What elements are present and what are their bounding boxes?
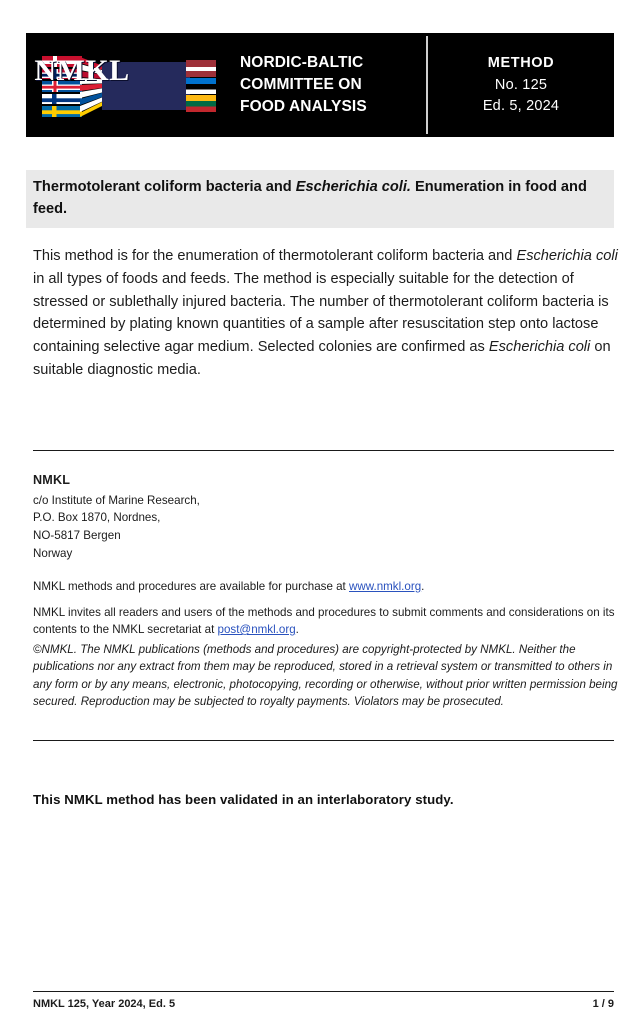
purchase-note-end: .	[421, 580, 425, 593]
address-line-2: P.O. Box 1870, Nordnes,	[33, 511, 161, 525]
purchase-note-text: NMKL methods and procedures are available for purchase at	[33, 580, 349, 593]
validation-statement: This NMKL method has been validated in an interlaboratory study.	[33, 792, 454, 807]
baltic-flags-icon	[186, 60, 216, 112]
footer-divider	[33, 991, 614, 992]
abstract-seg-1: This method is for the enumeration of thermotolerant coliform bacteria and	[33, 248, 517, 264]
organization-name	[240, 52, 367, 118]
address-org: NMKL	[33, 473, 71, 487]
abstract-seg-2: in all types of foods and feeds. The method is especially suitable for the detection of stressed or sublethally injured bacteria. The number of thermotolerant coliform bacteria is determined by plating known quantities of a sample after resuscitation step onto lactose containing selective agar medium. Selected colonies are confirmed as	[33, 270, 609, 356]
document-header	[26, 33, 614, 137]
title-part-1: Thermotolerant coliform bacteria and	[33, 179, 296, 195]
footer-reference: NMKL 125, Year 2024, Ed. 5	[33, 998, 176, 1010]
header-branding	[26, 33, 426, 137]
divider-below-copyright	[33, 740, 614, 741]
method-info-block	[428, 33, 614, 137]
method-label: METHOD	[487, 55, 555, 72]
address-line-4: Norway	[33, 547, 73, 561]
contact-address	[33, 471, 200, 563]
address-line-1: c/o Institute of Marine Research,	[33, 493, 200, 507]
logo-wordmark: NMKL	[34, 54, 130, 87]
page-footer	[33, 998, 614, 1010]
address-line-3: NO-5817 Bergen	[33, 529, 121, 543]
purchase-note	[33, 578, 618, 595]
title-part-2: Enumeration in food and feed.	[33, 179, 587, 217]
footer-page-number: 1 / 9	[592, 998, 614, 1010]
method-number: No. 125	[494, 76, 548, 93]
method-edition: Ed. 5, 2024	[482, 98, 560, 115]
copyright-notice: ©NMKL. The NMKL publications (methods and procedures) are copyright-protected by NMKL. Neither the publications nor any extract from them may be reproduced, stored in a retrieval system or transmitted to others in any form or by any means, electronic, photocopying, recording or otherwise, without prior written permission being secured. Reproduction may be subjected to royalty payments. Violators may be prosecuted.	[33, 643, 618, 709]
flag-latvia-icon	[186, 60, 216, 77]
website-link[interactable]: www.nmkl.org	[349, 580, 422, 593]
flag-lithuania-icon	[186, 95, 216, 112]
email-link[interactable]: post@nmkl.org	[217, 623, 296, 637]
feedback-note-end: .	[295, 623, 299, 637]
divider-above-address	[33, 450, 614, 451]
abstract-species-2: Escherichia coli	[488, 339, 591, 356]
abstract-species-1: Escherichia coli	[516, 248, 618, 264]
title-species-italic: Escherichia coli.	[295, 179, 411, 195]
org-line-1: NORDIC-BALTIC	[240, 54, 364, 71]
feedback-note-text: NMKL invites all readers and users of the methods and procedures to submit comments and considerations on its contents to the NMKL secretariat at	[33, 606, 615, 637]
flag-sweden-icon	[42, 105, 82, 117]
nmkl-logo	[34, 47, 228, 123]
availability-notes	[33, 578, 618, 647]
feedback-note	[33, 604, 618, 638]
flag-estonia-icon	[186, 78, 216, 95]
org-line-2: COMMITTEE ON	[240, 76, 362, 93]
method-title	[26, 170, 614, 228]
org-line-3: FOOD ANALYSIS	[240, 98, 367, 115]
abstract-seg-3: on suitable diagnostic media.	[33, 339, 611, 378]
method-abstract	[33, 245, 618, 382]
